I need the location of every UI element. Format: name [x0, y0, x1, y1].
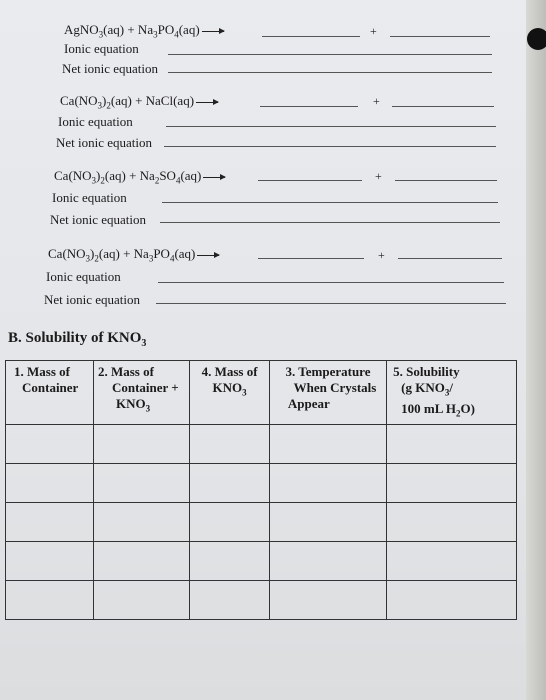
net-ionic-equation-blank[interactable]	[156, 303, 506, 304]
table-cell[interactable]	[269, 464, 386, 503]
table-cell[interactable]	[269, 542, 386, 581]
plus-sign: +	[378, 248, 385, 262]
table-cell[interactable]	[269, 581, 386, 620]
arrow-icon	[196, 102, 218, 103]
table-header-row	[6, 361, 517, 425]
net-ionic-equation-blank[interactable]	[168, 72, 492, 73]
page-edge	[526, 0, 546, 700]
table-row	[6, 464, 517, 503]
equation-4-reactants: $Ca(NO_3)_2(aq) + Na_3PO_4(aq)$	[48, 246, 219, 264]
product-blank[interactable]	[258, 258, 364, 259]
ionic-equation-label: Ionic equation	[58, 114, 133, 129]
arrow-icon	[203, 177, 225, 178]
table-cell[interactable]	[190, 425, 270, 464]
table-cell[interactable]	[190, 581, 270, 620]
plus-sign: +	[373, 94, 380, 108]
ionic-equation-label: Ionic equation	[52, 190, 127, 205]
product-blank[interactable]	[392, 106, 494, 107]
product-blank[interactable]	[260, 106, 358, 107]
arrow-icon	[197, 255, 219, 256]
table-cell[interactable]	[190, 464, 270, 503]
table-cell[interactable]	[6, 425, 94, 464]
binder-hole	[527, 28, 546, 50]
equation-1-reactants: AgNO$_3$(aq) + $Na_3PO_4(aq)$	[64, 22, 224, 40]
ionic-equation-blank[interactable]	[158, 282, 504, 283]
product-blank[interactable]	[262, 36, 360, 37]
ionic-equation-label: Ionic equation	[46, 269, 121, 284]
equation-3-reactants: $Ca(NO_3)_2(aq) + Na_2SO_4(aq)$	[54, 168, 225, 186]
arrow-icon	[202, 31, 224, 32]
table-cell[interactable]	[93, 425, 189, 464]
ionic-equation-blank[interactable]	[166, 126, 496, 127]
table-cell[interactable]	[190, 503, 270, 542]
plus-sign: +	[370, 24, 377, 38]
table-cell[interactable]	[387, 425, 517, 464]
table-row	[6, 425, 517, 464]
header-solubility: 5. Solubility (g $KNO_3/$ 100 mL $H_2O$)	[387, 361, 517, 425]
table-cell[interactable]	[387, 464, 517, 503]
table-cell[interactable]	[6, 503, 94, 542]
net-ionic-equation-label: Net ionic equation	[62, 61, 159, 76]
table-row	[6, 542, 517, 581]
ionic-equation-blank[interactable]	[168, 54, 492, 55]
product-blank[interactable]	[390, 36, 490, 37]
table-cell[interactable]	[93, 503, 189, 542]
ionic-equation-label: Ionic equation	[64, 41, 139, 56]
table-cell[interactable]	[190, 542, 270, 581]
solubility-table	[5, 360, 517, 620]
table-cell[interactable]	[93, 581, 189, 620]
net-ionic-equation-blank[interactable]	[164, 146, 496, 147]
table-cell[interactable]	[6, 542, 94, 581]
product-blank[interactable]	[258, 180, 362, 181]
net-ionic-equation-label: Net ionic equation	[50, 212, 147, 227]
header-mass-container: 1. Mass of Container	[6, 361, 94, 425]
plus-sign: +	[375, 169, 382, 183]
table-row	[6, 581, 517, 620]
table-cell[interactable]	[387, 542, 517, 581]
table-cell[interactable]	[93, 464, 189, 503]
net-ionic-equation-label: Net ionic equation	[44, 292, 141, 307]
header-temperature: 3. Temperature When Crystals Appear	[269, 361, 386, 425]
header-mass-kno3: 4. Mass of $KNO_3$	[190, 361, 270, 425]
table-cell[interactable]	[269, 425, 386, 464]
table-cell[interactable]	[387, 581, 517, 620]
table-cell[interactable]	[269, 503, 386, 542]
ionic-equation-blank[interactable]	[162, 202, 498, 203]
table-row	[6, 503, 517, 542]
product-blank[interactable]	[398, 258, 502, 259]
table-cell[interactable]	[387, 503, 517, 542]
net-ionic-equation-label: Net ionic equation	[56, 135, 153, 150]
table-cell[interactable]	[6, 581, 94, 620]
table-cell[interactable]	[6, 464, 94, 503]
net-ionic-equation-blank[interactable]	[160, 222, 500, 223]
section-b-title: B. Solubility of $KNO_3$	[8, 330, 147, 349]
product-blank[interactable]	[395, 180, 497, 181]
header-mass-container-kno3: 2. Mass of Container + $KNO_3$	[93, 361, 189, 425]
table-cell[interactable]	[93, 542, 189, 581]
equation-2-reactants: $Ca(NO_3)_2(aq)$ + NaCl(aq)	[60, 93, 218, 111]
